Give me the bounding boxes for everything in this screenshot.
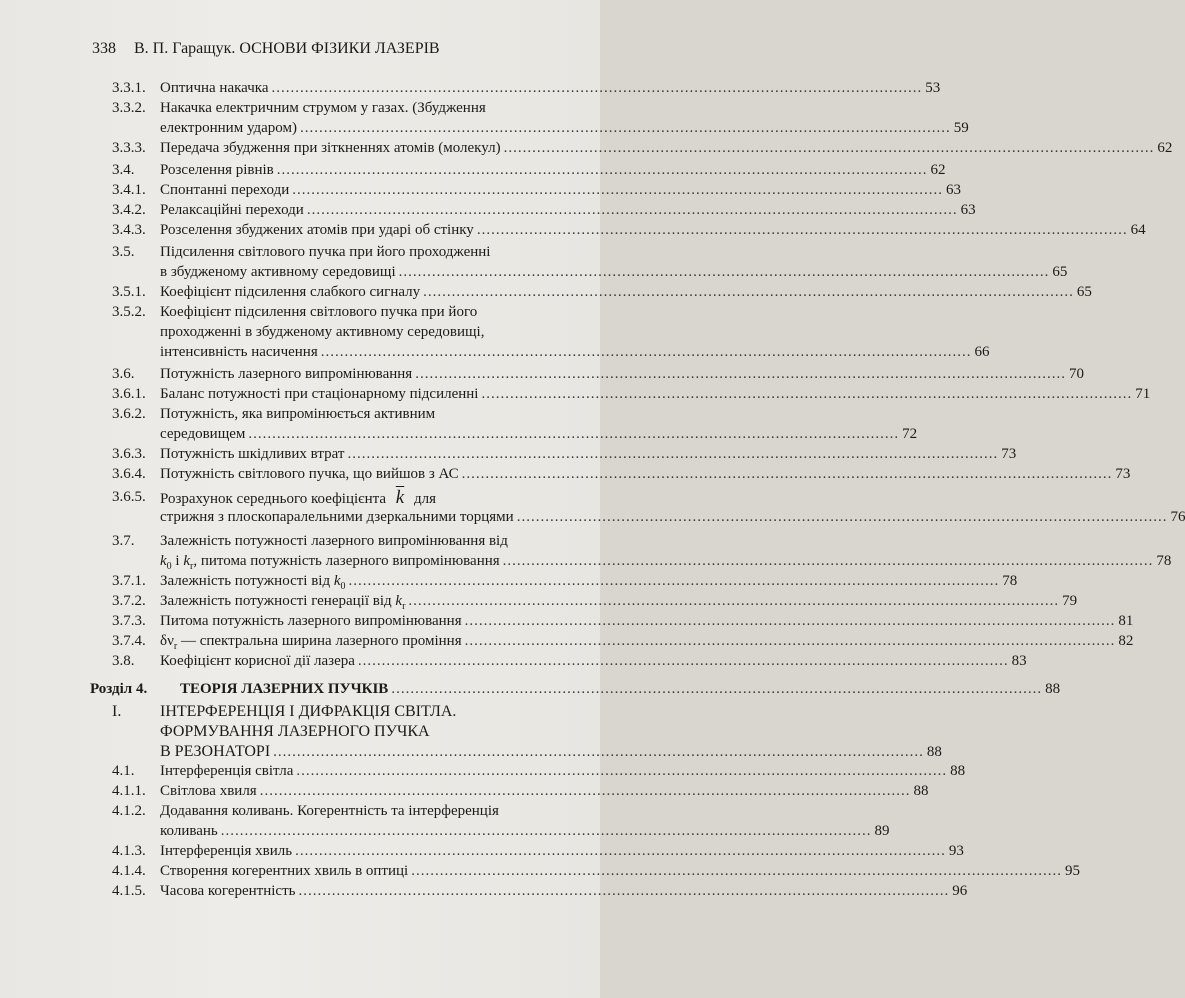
toc-number: 3.4.2. (112, 202, 146, 218)
leader-dots: ......................................................................................................................................... (320, 344, 972, 360)
toc-page: 96 (952, 883, 968, 899)
toc-entry (112, 802, 568, 821)
toc-entry (112, 181, 961, 200)
toc-page: 73 (1001, 446, 1017, 462)
toc-title: В РЕЗОНАТОРІ (160, 743, 271, 760)
toc-page: 64 (1130, 222, 1146, 238)
toc-number: 4.1.4. (112, 863, 146, 879)
toc-number: 3.5. (112, 244, 135, 260)
subscript: r (402, 601, 406, 612)
toc-page: 53 (925, 80, 941, 96)
leader-dots: ......................................................................................................................................... (273, 744, 924, 760)
toc-entry (112, 612, 1134, 631)
toc-entry (112, 762, 966, 781)
toc-title: коливань (160, 823, 218, 839)
toc-number: 3.3.3. (112, 140, 146, 156)
toc-title: Релаксаційні переходи (160, 202, 304, 218)
toc-title: Розселення рівнів (160, 162, 274, 178)
leader-dots: ......................................................................................................................................... (347, 446, 999, 462)
toc-title: Коефіцієнт підсилення світлового пучка при його (160, 304, 478, 320)
toc-title: електронним ударом) (160, 120, 297, 136)
toc-entry (112, 283, 1092, 302)
toc-number: 3.6.2. (112, 406, 146, 422)
leader-dots: ......................................................................................................................................... (464, 613, 1116, 629)
toc-entry-continuation (160, 742, 942, 762)
toc-entry-continuation (160, 323, 568, 342)
toc-title: Баланс потужності при стаціонарному підсиленні (160, 386, 479, 402)
toc-title-part: — спектральна ширина лазерного проміння (180, 633, 462, 649)
toc-title: Питома потужність лазерного випромінювання (160, 613, 462, 629)
subscript: r (190, 561, 194, 572)
toc-page: 62 (930, 162, 946, 178)
toc-page: 79 (1062, 593, 1078, 609)
toc-number: 4.1.2. (112, 803, 146, 819)
subscript: 0 (166, 561, 172, 572)
page-number: 338 (92, 40, 116, 57)
toc-entry-continuation (160, 119, 969, 138)
running-header (92, 40, 572, 58)
toc-title: в збудженому активному середовищі (160, 264, 396, 280)
toc-entry-continuation (160, 425, 918, 444)
toc-page: 78 (1002, 573, 1018, 589)
toc-number: 3.7.3. (112, 613, 146, 629)
toc-title: Оптична накачка (160, 80, 269, 96)
leader-dots: ......................................................................................................................................... (306, 202, 958, 218)
toc-page: 89 (874, 823, 890, 839)
toc-page: 72 (902, 426, 918, 442)
toc-number: 3.6.4. (112, 466, 146, 482)
leader-dots: ......................................................................................................................................... (503, 140, 1155, 156)
toc-number: 3.6.5. (112, 489, 146, 505)
toc-page: 88 (926, 744, 942, 760)
toc-title: Коефіцієнт корисної дії лазера (160, 653, 355, 669)
leader-dots: ......................................................................................................................................... (398, 264, 1050, 280)
toc-title-part: Залежність потужності від (160, 573, 334, 589)
toc-title: Потужність світлового пучка, що вийшов з АС (160, 466, 459, 482)
toc-title: Підсилення світлового пучка при його проходженні (160, 244, 491, 260)
toc-title: Накачка електричним струмом у газах. (Збудження (160, 100, 486, 116)
leader-dots: ......................................................................................................................................... (408, 593, 1060, 609)
toc-entry (112, 201, 976, 220)
leader-dots: ......................................................................................................................................... (461, 466, 1113, 482)
leader-dots: ......................................................................................................................................... (476, 222, 1128, 238)
toc-title: стрижня з плоскопаралельними дзеркальними торцями (160, 509, 514, 525)
toc-number: 3.4.3. (112, 222, 146, 238)
leader-dots: ......................................................................................................................................... (248, 426, 900, 442)
delta-nu-symbol: δν (160, 633, 174, 649)
toc-number: 3.7.1. (112, 573, 146, 589)
toc-page: 95 (1064, 863, 1080, 879)
toc-number: 3.6.3. (112, 446, 146, 462)
toc-number: 3.7.4. (112, 633, 146, 649)
toc-page: 78 (1156, 553, 1172, 569)
toc-title: інтенсивність насичення (160, 344, 318, 360)
leader-dots: ......................................................................................................................................... (415, 366, 1066, 382)
toc-chapter-entry (90, 680, 1061, 699)
toc-title: Додавання коливань. Когерентність та інтерференція (160, 803, 499, 819)
toc-number: I. (112, 703, 122, 720)
leader-dots: ......................................................................................................................................... (271, 80, 923, 96)
toc-entry-continuation (160, 822, 890, 841)
toc-title: Коефіцієнт підсилення слабкого сигналу (160, 284, 421, 300)
toc-page: 88 (913, 783, 929, 799)
toc-title: Спонтанні переходи (160, 182, 290, 198)
toc-title-part: Розрахунок середнього коефіцієнта (160, 491, 387, 507)
leader-dots: ......................................................................................................................................... (292, 182, 943, 198)
toc-chapter-title: ТЕОРІЯ ЛАЗЕРНИХ ПУЧКІВ (180, 681, 389, 697)
toc-entry (112, 532, 568, 551)
toc-title-part: для (413, 491, 436, 507)
toc-entry (112, 365, 1084, 384)
subscript: 0 (340, 581, 346, 592)
toc-number: 4.1. (112, 763, 135, 779)
toc-number: 3.7.2. (112, 593, 146, 609)
toc-title: Часова когерентність (160, 883, 296, 899)
toc-entry (112, 842, 964, 861)
leader-dots: ......................................................................................................................................... (481, 386, 1133, 402)
toc-title: Потужність лазерного випромінювання (160, 366, 413, 382)
subscript: r (173, 641, 178, 652)
k-symbol: k (395, 593, 403, 609)
toc-page: 73 (1115, 466, 1131, 482)
leader-dots: ......................................................................................................................................... (516, 509, 1168, 525)
toc-page: 93 (948, 843, 964, 859)
toc-entry (112, 221, 1146, 240)
toc-entry-continuation (160, 722, 568, 741)
toc-entry (112, 385, 1151, 404)
toc-number: 4.1.5. (112, 883, 146, 899)
toc-entry (112, 465, 1131, 484)
toc-title: Передача збудження при зіткненнях атомів (молекул) (160, 140, 501, 156)
toc-number: 3.5.1. (112, 284, 146, 300)
leader-dots: ......................................................................................................................................... (423, 284, 1074, 300)
toc-entry-continuation (160, 263, 1068, 282)
toc-title: Розселення збуджених атомів при ударі об стінку (160, 222, 474, 238)
toc-title-part: і (171, 553, 184, 569)
toc-page: 83 (1011, 653, 1027, 669)
toc-entry (112, 139, 1173, 158)
leader-dots: ......................................................................................................................................... (296, 763, 948, 779)
toc-number: 3.3.2. (112, 100, 146, 116)
toc-entry (112, 487, 568, 509)
toc-number: 4.1.3. (112, 843, 146, 859)
toc-entry (112, 405, 568, 424)
toc-title: проходженні в збудженому активному середовищі, (160, 324, 485, 340)
k-symbol: k (183, 553, 191, 569)
k-bar-symbol: $\overline{k}$ (395, 487, 405, 508)
toc-page: 59 (953, 120, 969, 136)
toc-number: 3.6.1. (112, 386, 146, 402)
running-title: В. П. Гаращук. ОСНОВИ ФІЗИКИ ЛАЗЕРІВ (134, 40, 440, 57)
leader-dots: ......................................................................................................................................... (391, 681, 1043, 697)
toc-number: 3.3.1. (112, 80, 146, 96)
toc-title: Інтерференція світла (160, 763, 294, 779)
toc-number: 4.1.1. (112, 783, 146, 799)
toc-number: 3.4. (112, 162, 135, 178)
toc-entry (112, 99, 568, 118)
toc-number: 3.5.2. (112, 304, 146, 320)
toc-title: Світлова хвиля (160, 783, 257, 799)
toc-entry (112, 862, 1080, 881)
leader-dots: ......................................................................................................................................... (259, 783, 911, 799)
toc-entry (112, 702, 568, 721)
toc-page: 88 (1045, 681, 1061, 697)
toc-number: 3.7. (112, 533, 135, 549)
toc-page: 65 (1052, 264, 1068, 280)
toc-title: Створення когерентних хвиль в оптиці (160, 863, 409, 879)
toc-page: 88 (950, 763, 966, 779)
toc-entry (112, 243, 568, 262)
leader-dots: ......................................................................................................................................... (502, 553, 1154, 569)
toc-entry (112, 445, 1017, 464)
toc-number: 3.4.1. (112, 182, 146, 198)
toc-title (160, 488, 436, 509)
toc-entry (112, 303, 568, 322)
leader-dots: ......................................................................................................................................... (295, 843, 946, 859)
toc-page: 76 (1170, 509, 1185, 525)
toc-title: Залежність потужності лазерного випромінювання від (160, 533, 508, 549)
leader-dots: ......................................................................................................................................... (357, 653, 1009, 669)
toc-page: 63 (945, 182, 961, 198)
leader-dots: ......................................................................................................................................... (464, 633, 1116, 649)
leader-dots: ......................................................................................................................................... (300, 120, 951, 136)
toc-page: 70 (1068, 366, 1084, 382)
toc-title: середовищем (160, 426, 246, 442)
leader-dots: ......................................................................................................................................... (348, 573, 1000, 589)
toc-page: 81 (1118, 613, 1134, 629)
k-symbol: k (333, 573, 341, 589)
toc-number: 3.8. (112, 653, 135, 669)
k-symbol: k (160, 553, 167, 569)
leader-dots: ......................................................................................................................................... (276, 162, 928, 178)
toc-title-part: , питома потужність лазерного випромінювання (193, 553, 500, 569)
toc-entry-continuation (160, 343, 990, 362)
toc-title-part: Залежність потужності генерації від (160, 593, 396, 609)
toc-entry-continuation (160, 508, 1185, 527)
toc-page: 63 (960, 202, 976, 218)
toc-title: Потужність, яка випромінюється активним (160, 406, 436, 422)
toc-entry (112, 161, 946, 180)
toc-entry (112, 882, 968, 901)
toc-title: ФОРМУВАННЯ ЛАЗЕРНОГО ПУЧКА (160, 723, 430, 740)
toc-page: 65 (1076, 284, 1092, 300)
toc-number: 3.6. (112, 366, 135, 382)
toc-page: 82 (1118, 633, 1134, 649)
leader-dots: ......................................................................................................................................... (298, 883, 950, 899)
toc-title: Інтерференція хвиль (160, 843, 293, 859)
leader-dots: ......................................................................................................................................... (220, 823, 872, 839)
toc-page: 71 (1135, 386, 1151, 402)
toc-entry (112, 782, 929, 801)
toc-title: ІНТЕРФЕРЕНЦІЯ І ДИФРАКЦІЯ СВІТЛА. (160, 703, 457, 720)
toc-chapter-number: Розділ 4. (90, 681, 148, 697)
toc-entry (112, 652, 1027, 671)
toc-page: 66 (974, 344, 990, 360)
toc-page: 62 (1157, 140, 1173, 156)
toc-entry (112, 79, 941, 98)
toc-title: Потужність шкідливих втрат (160, 446, 345, 462)
leader-dots: ......................................................................................................................................... (411, 863, 1062, 879)
